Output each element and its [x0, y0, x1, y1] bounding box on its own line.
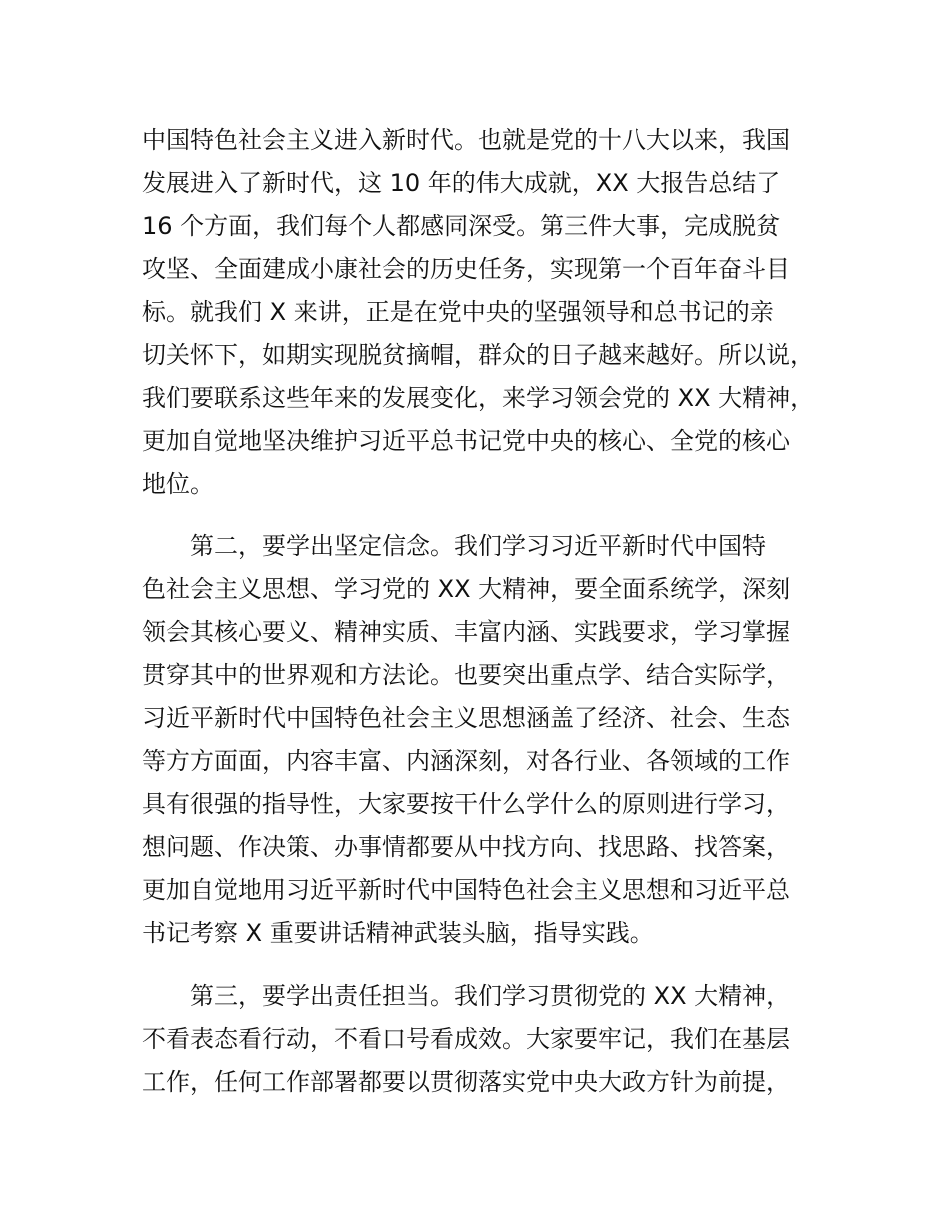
text-line: 中国特色社会主义进入新时代。也就是党的十八大以来，我国 — [142, 126, 790, 154]
text-line: 工作，任何工作部署都要以贯彻落实党中央大政方针为前提， — [142, 1068, 790, 1096]
text-line: 攻坚、全面建成小康社会的历史任务，实现第一个百年奋斗目 — [142, 255, 790, 283]
text-line: 领会其核心要义、精神实质、丰富内涵、实践要求，学习掌握 — [142, 618, 790, 646]
text-line: 具有很强的指导性，大家要按干什么学什么的原则进行学习， — [142, 790, 790, 818]
text-line: 等方方面面，内容丰富、内涵深刻，对各行业、各领域的工作 — [142, 747, 790, 775]
text-line: 贯穿其中的世界观和方法论。也要突出重点学、结合实际学， — [142, 661, 790, 689]
text-line: 第二，要学出坚定信念。我们学习习近平新时代中国特 — [190, 532, 766, 560]
text-line: 第三，要学出责任担当。我们学习贯彻党的 XX 大精神， — [190, 982, 791, 1010]
text-line: 我们要联系这些年来的发展变化，来学习领会党的 XX 大精神， — [142, 384, 815, 412]
text-line: 地位。 — [142, 470, 214, 498]
text-line: 想问题、作决策、办事情都要从中找方向、找思路、找答案， — [142, 833, 790, 861]
text-line: 更加自觉地用习近平新时代中国特色社会主义思想和习近平总 — [142, 876, 790, 904]
text-line: 书记考察 X 重要讲话精神武装头脑，指导实践。 — [142, 919, 654, 947]
text-line: 发展进入了新时代，这 10 年的伟大成就，XX 大报告总结了 — [142, 169, 781, 197]
text-line: 色社会主义思想、学习党的 XX 大精神，要全面系统学，深刻 — [142, 575, 791, 603]
text-line: 16 个方面，我们每个人都感同深受。第三件大事，完成脱贫 — [142, 212, 781, 240]
text-line: 习近平新时代中国特色社会主义思想涵盖了经济、社会、生态 — [142, 704, 790, 732]
text-line: 标。就我们 X 来讲，正是在党中央的坚强领导和总书记的亲 — [142, 298, 774, 326]
text-line: 不看表态看行动，不看口号看成效。大家要牢记，我们在基层 — [142, 1025, 790, 1053]
text-line: 切关怀下，如期实现脱贫摘帽，群众的日子越来越好。所以说， — [142, 341, 814, 369]
text-line: 更加自觉地坚决维护习近平总书记党中央的核心、全党的核心 — [142, 427, 790, 455]
